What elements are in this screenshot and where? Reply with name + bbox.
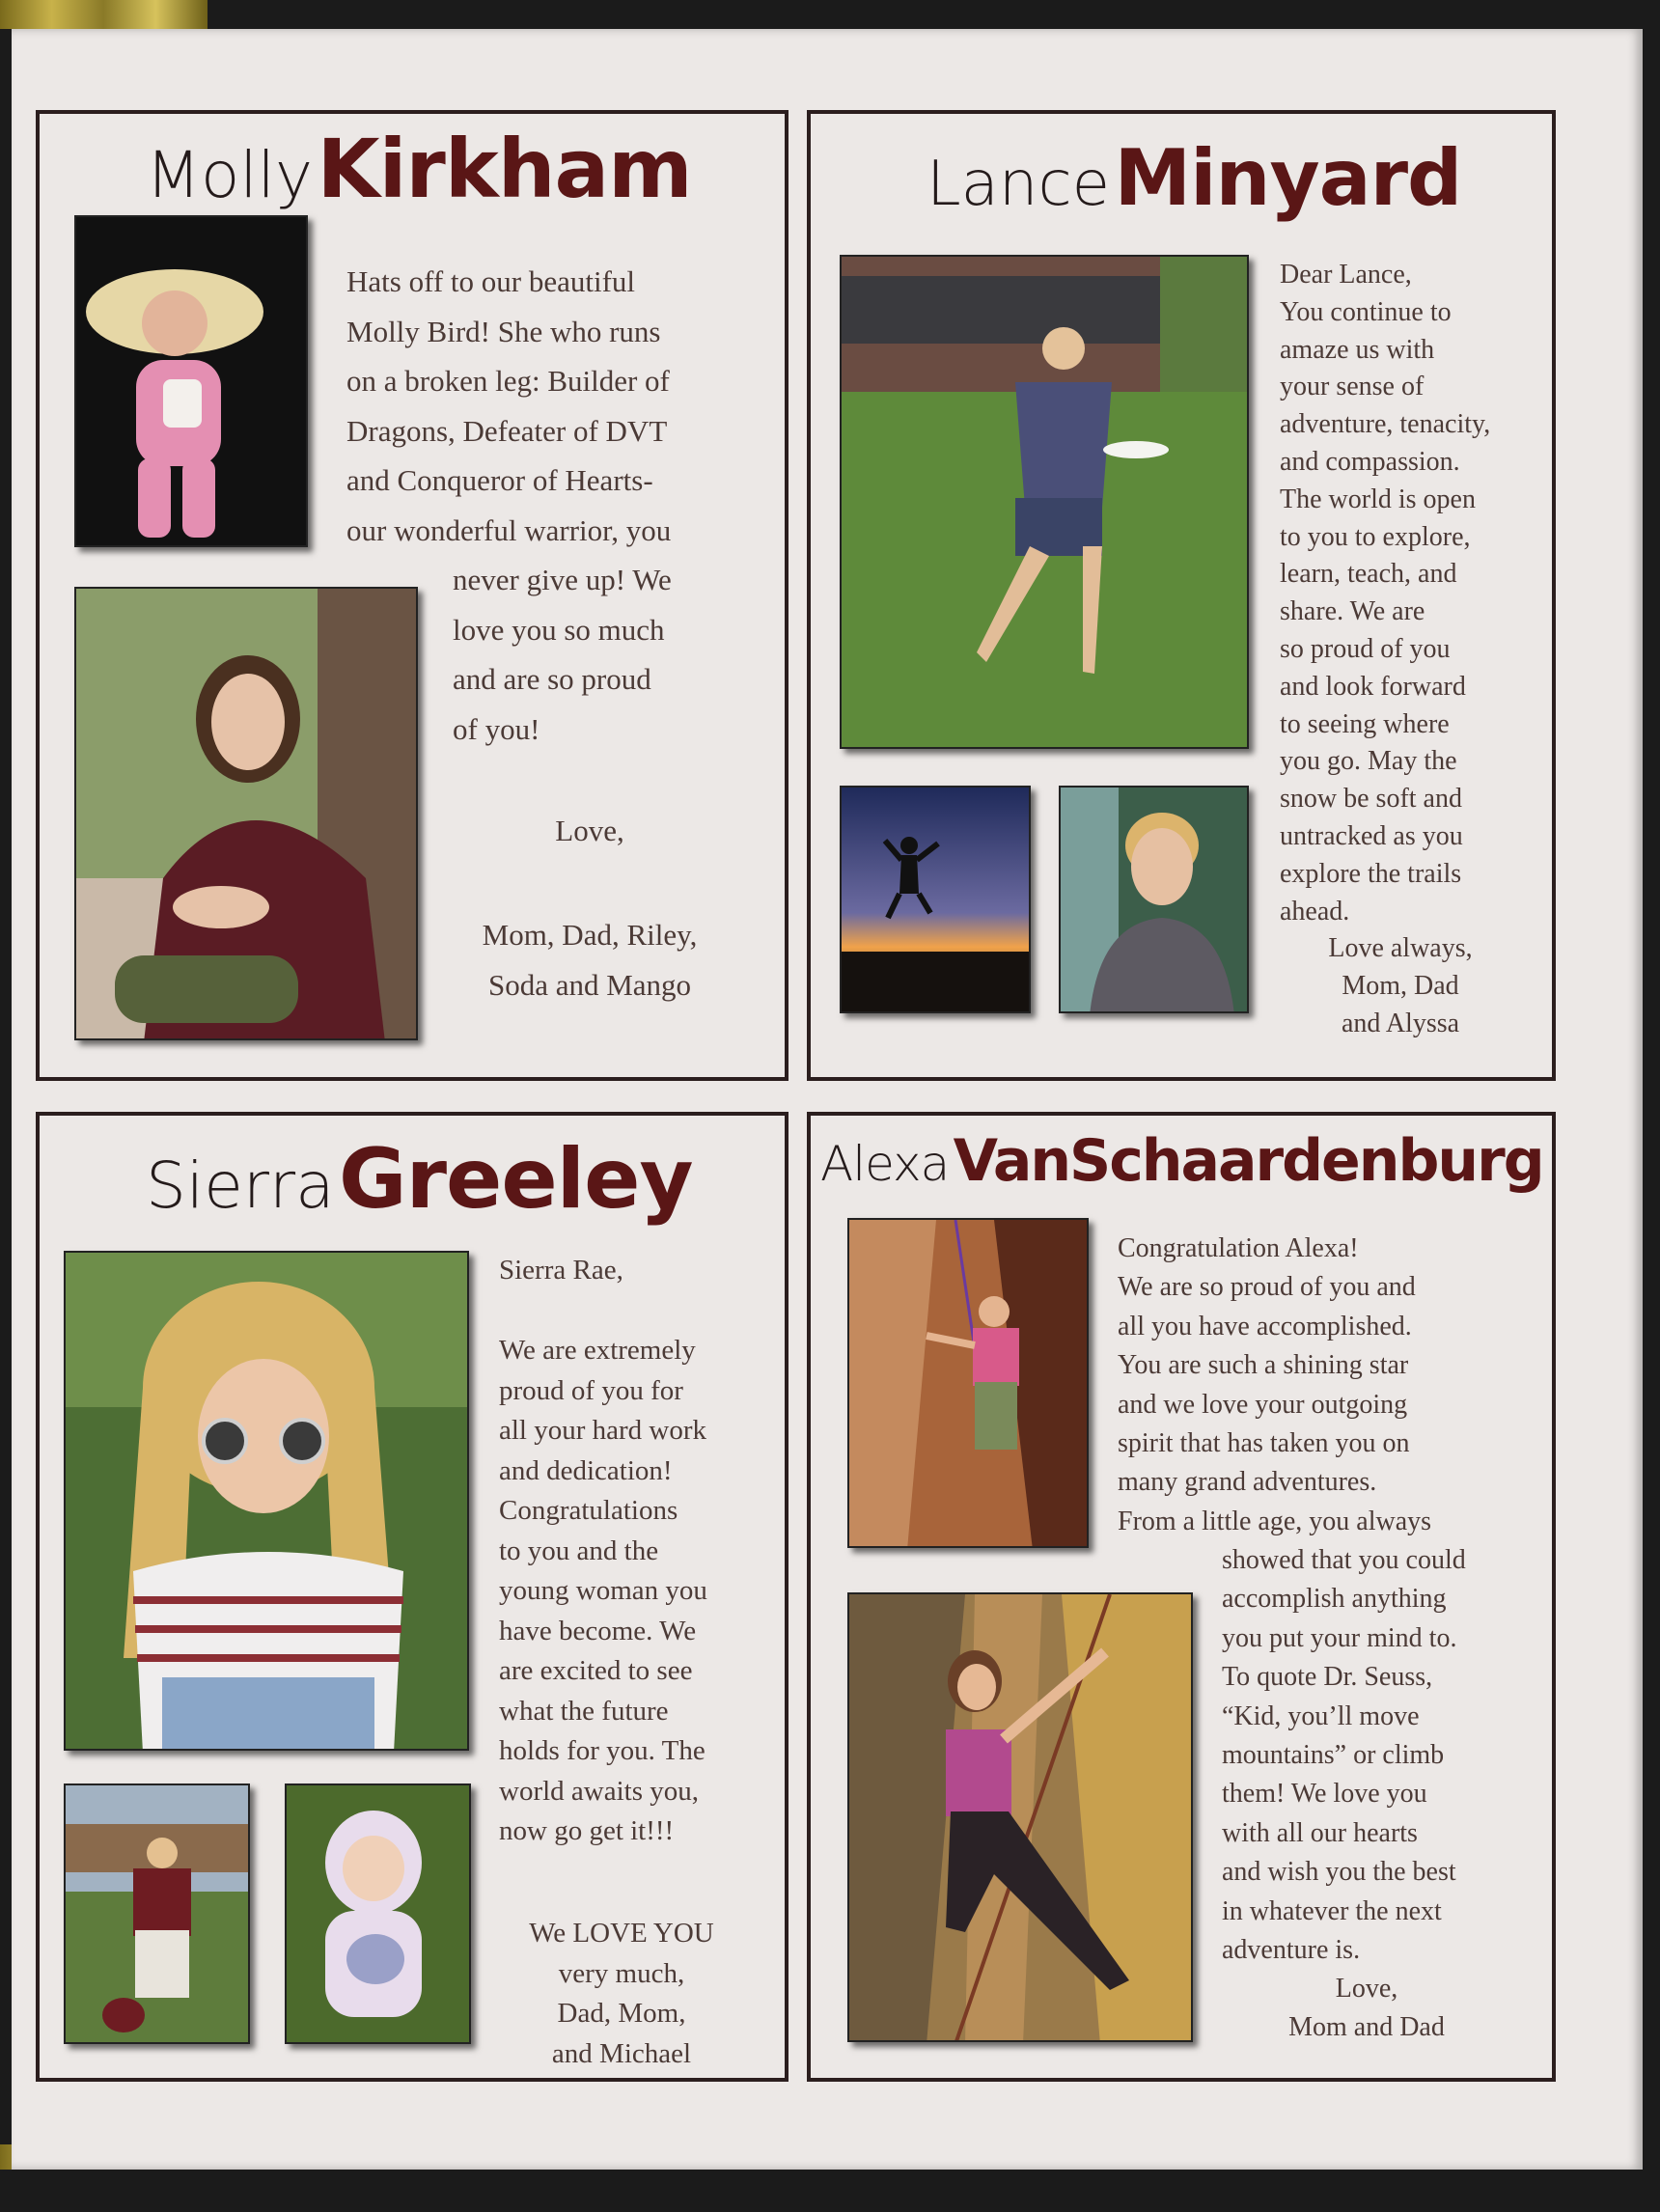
sierra-message-line: to you and the bbox=[499, 1535, 659, 1566]
lance-message-line: snow be soft and bbox=[1280, 784, 1462, 815]
alexa-message-continued bbox=[1222, 1541, 1466, 1970]
lance-message-line: learn, teach, and bbox=[1280, 559, 1457, 590]
sierra-signature bbox=[499, 1914, 744, 2074]
alexa-senior-climbing-photo bbox=[847, 1592, 1193, 2042]
lance-message-line: you go. May the bbox=[1280, 746, 1457, 777]
alexa-signature-line: Love, bbox=[1335, 1974, 1398, 2004]
molly-childhood-photo bbox=[74, 215, 308, 547]
alexa-message-line: you put your mind to. bbox=[1222, 1622, 1457, 1653]
tribute-alexa-vanschaardenburg bbox=[807, 1112, 1556, 2082]
alexa-message-line: many grand adventures. bbox=[1118, 1467, 1377, 1498]
lance-frisbee-photo bbox=[840, 255, 1249, 749]
alexa-message-line: adventure is. bbox=[1222, 1935, 1361, 1966]
molly-message-line: love you so much bbox=[453, 612, 665, 647]
molly-love: Love, bbox=[555, 814, 624, 847]
lance-message-line: to you to explore, bbox=[1280, 521, 1471, 552]
alexa-signature bbox=[1222, 1970, 1511, 2048]
lance-message-line: amaze us with bbox=[1280, 334, 1435, 365]
sierra-blank-line bbox=[499, 1291, 707, 1332]
sierra-last-name: Greeley bbox=[339, 1131, 693, 1228]
lance-message-line: your sense of bbox=[1280, 372, 1425, 402]
lance-signature bbox=[1280, 930, 1521, 1042]
molly-message-line: Dragons, Defeater of DVT bbox=[346, 413, 668, 448]
sierra-signature-line: very much, bbox=[558, 1957, 685, 1989]
lance-first-name: Lance bbox=[927, 149, 1110, 220]
lance-message-line: and look forward bbox=[1280, 671, 1466, 702]
alexa-signature-line: Mom and Dad bbox=[1288, 2012, 1445, 2043]
alexa-message-line: and wish you the best bbox=[1222, 1857, 1456, 1888]
lance-name bbox=[927, 133, 1461, 223]
lance-message-line: You continue to bbox=[1280, 296, 1452, 327]
lance-message-line: ahead. bbox=[1280, 896, 1350, 926]
molly-message-line: of you! bbox=[453, 711, 540, 746]
molly-message-line: our wonderful warrior, you bbox=[346, 512, 672, 547]
alexa-message-line: spirit that has taken you on bbox=[1118, 1428, 1410, 1459]
sierra-senior-photo bbox=[64, 1251, 469, 1751]
alexa-message-line: them! We love you bbox=[1222, 1779, 1427, 1810]
alexa-message-line: with all our hearts bbox=[1222, 1817, 1418, 1848]
molly-message-continued bbox=[453, 555, 672, 754]
alexa-message-line: all you have accomplished. bbox=[1118, 1311, 1412, 1341]
sierra-message bbox=[499, 1251, 707, 1852]
sierra-message-line: now go get it!!! bbox=[499, 1815, 675, 1846]
molly-message-line: on a broken leg: Builder of bbox=[346, 364, 670, 398]
sierra-message-line: We are extremely bbox=[499, 1335, 696, 1366]
alexa-message-line: From a little age, you always bbox=[1118, 1506, 1432, 1536]
lance-message-line: explore the trails bbox=[1280, 858, 1462, 889]
tribute-molly-kirkham bbox=[36, 110, 788, 1081]
molly-message bbox=[346, 257, 671, 555]
molly-message-line: and are so proud bbox=[453, 662, 651, 696]
lance-signature-line: and Alyssa bbox=[1341, 1008, 1460, 1038]
sierra-signature-line: We LOVE YOU bbox=[529, 1918, 714, 1949]
sierra-football-photo bbox=[64, 1783, 250, 2044]
alexa-message-line: You are such a shining star bbox=[1118, 1350, 1409, 1381]
molly-message-line: and Conqueror of Hearts- bbox=[346, 463, 653, 497]
molly-signature bbox=[445, 910, 734, 1009]
molly-first-name: Molly bbox=[146, 138, 314, 212]
lance-message-line: so proud of you bbox=[1280, 633, 1451, 664]
tribute-sierra-greeley bbox=[36, 1112, 788, 2082]
sierra-message-line: all your hard work bbox=[499, 1415, 707, 1446]
sierra-message-line: young woman you bbox=[499, 1575, 707, 1606]
alexa-message-line: and we love your outgoing bbox=[1118, 1389, 1408, 1420]
alexa-childhood-climbing-photo bbox=[847, 1218, 1089, 1548]
sierra-name bbox=[146, 1131, 693, 1228]
lance-message-line: and compassion. bbox=[1280, 446, 1460, 477]
alexa-message-line: in whatever the next bbox=[1222, 1895, 1442, 1926]
sierra-message-line: proud of you for bbox=[499, 1374, 683, 1406]
molly-message-line: Hats off to our beautiful bbox=[346, 264, 636, 298]
tribute-lance-minyard bbox=[807, 110, 1556, 1081]
molly-name bbox=[146, 122, 692, 216]
sierra-signature-line: and Michael bbox=[551, 2037, 692, 2069]
alexa-message-line: accomplish anything bbox=[1222, 1584, 1447, 1615]
molly-signature-line: Mom, Dad, Riley, bbox=[482, 918, 698, 952]
alexa-message-line: showed that you could bbox=[1222, 1545, 1466, 1575]
alexa-name bbox=[820, 1127, 1543, 1195]
molly-last-name: Kirkham bbox=[317, 122, 692, 216]
sierra-signature-line: Dad, Mom, bbox=[557, 1998, 686, 2029]
alexa-message-line: mountains” or climb bbox=[1222, 1740, 1445, 1771]
sierra-first-name: Sierra bbox=[146, 1148, 335, 1223]
sierra-baby-photo bbox=[285, 1783, 471, 2044]
alexa-message-line: “Kid, you’ll move bbox=[1222, 1700, 1420, 1731]
lance-message bbox=[1280, 257, 1490, 930]
sierra-message-line: holds for you. The bbox=[499, 1735, 706, 1766]
alexa-message-line: To quote Dr. Seuss, bbox=[1222, 1662, 1433, 1693]
lance-sunset-jump-photo bbox=[840, 786, 1031, 1013]
sierra-greeting: Sierra Rae, bbox=[499, 1255, 623, 1286]
lance-signature-line: Mom, Dad bbox=[1342, 970, 1459, 1001]
sierra-message-line: are excited to see bbox=[499, 1655, 693, 1686]
alexa-message bbox=[1118, 1230, 1431, 1541]
sierra-message-line: have become. We bbox=[499, 1615, 697, 1646]
sierra-message-line: what the future bbox=[499, 1695, 669, 1727]
lance-signature-line: Love always, bbox=[1328, 933, 1473, 963]
lance-message-line: Dear Lance, bbox=[1280, 260, 1412, 290]
molly-signature-line: Soda and Mango bbox=[487, 967, 692, 1002]
molly-senior-photo bbox=[74, 587, 418, 1040]
molly-message-line: never give up! We bbox=[453, 563, 672, 596]
alexa-message-line: Congratulation Alexa! bbox=[1118, 1233, 1359, 1263]
lance-message-line: share. We are bbox=[1280, 596, 1425, 627]
sierra-message-line: world awaits you, bbox=[499, 1775, 699, 1807]
sierra-message-line: and dedication! bbox=[499, 1454, 673, 1486]
lance-portrait-photo bbox=[1059, 786, 1249, 1013]
lance-message-line: to seeing where bbox=[1280, 708, 1450, 739]
lance-last-name: Minyard bbox=[1114, 133, 1462, 223]
alexa-last-name: VanSchaardenburg bbox=[953, 1127, 1543, 1195]
lance-message-line: adventure, tenacity, bbox=[1280, 409, 1491, 440]
alexa-message-line: We are so proud of you and bbox=[1118, 1272, 1416, 1303]
yearbook-page bbox=[12, 29, 1643, 2170]
alexa-first-name: Alexa bbox=[820, 1136, 950, 1192]
binding-gold-strip-top bbox=[0, 0, 208, 29]
sierra-message-line: Congratulations bbox=[499, 1495, 678, 1526]
lance-message-line: The world is open bbox=[1280, 484, 1476, 514]
molly-message-line: Molly Bird! She who runs bbox=[346, 314, 661, 348]
lance-message-line: untracked as you bbox=[1280, 820, 1463, 851]
